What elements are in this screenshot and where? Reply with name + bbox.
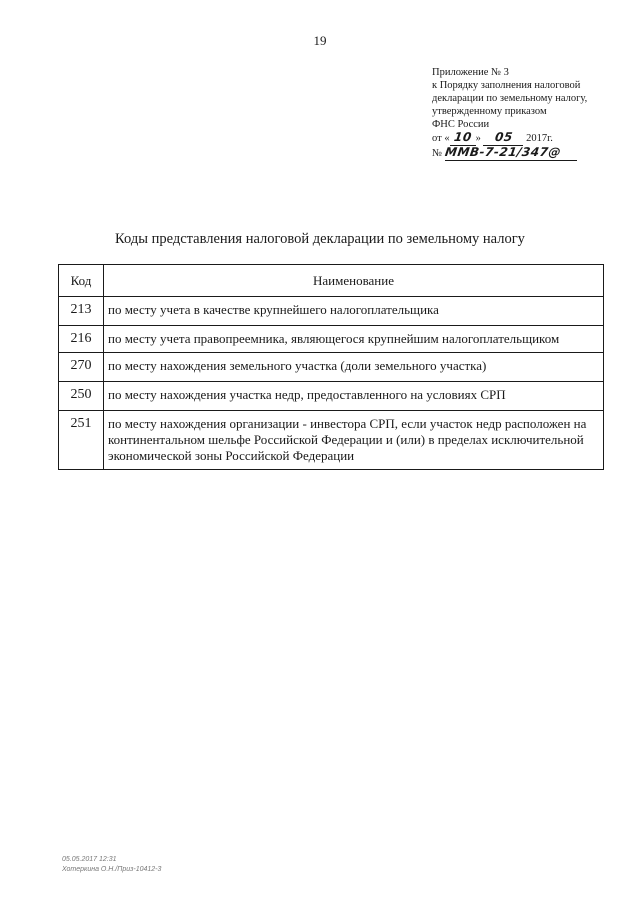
codes-table [58,264,604,470]
order-date-row [432,131,622,146]
row-name: по месту нахождения участка недр, предоставленного на условиях СРП [104,382,604,411]
appendix-line-4: утвержденному приказом [432,106,547,117]
header-name: Наименование [104,265,604,297]
appendix-block [432,66,622,161]
page-number: 19 [313,33,327,48]
footer-author: Хотеркина О.Н./Приз-10412-3 [62,866,162,873]
footer-timestamp: 05.05.2017 12:31 [62,856,117,863]
table-header-row [59,265,604,297]
row-code: 216 [59,326,104,353]
appendix-line-5: ФНС России [432,119,490,130]
row-name: по месту нахождения организации - инвестора СРП, если участок недр расположен на континентальном шельфе Российской Федерации и (или) в пределах исключительной экономической зоны Российской Федерации [104,411,604,470]
row-code: 270 [59,353,104,382]
date-year: 2017г. [526,133,553,144]
table-row [59,382,604,411]
table-row [59,297,604,326]
date-mid: » [475,133,481,144]
document-title: Коды представления налоговой декларации по земельному налогу [115,231,525,247]
date-day-handwritten: 10 [452,130,473,144]
number-prefix: № [432,148,443,159]
row-name: по месту учета в качестве крупнейшего налогоплательщика [104,297,604,326]
row-name: по месту нахождения земельного участка (доли земельного участка) [104,353,604,382]
order-number-handwritten: ММВ-7-21/347@ [443,145,562,159]
header-code: Код [59,265,104,297]
appendix-line-2: к Порядку заполнения налоговой [432,80,581,91]
table-row [59,411,604,470]
row-code: 250 [59,382,104,411]
row-code: 251 [59,411,104,470]
date-prefix: от « [432,133,450,144]
table-row [59,326,604,353]
date-month-handwritten: 05 [493,130,514,144]
footer-stamp [62,855,161,875]
order-number-row [432,146,622,161]
appendix-line-1: Приложение № 3 [432,67,509,78]
table-row [59,353,604,382]
row-name: по месту учета правопреемника, являющегося крупнейшим налогоплательщиком [104,326,604,353]
row-code: 213 [59,297,104,326]
appendix-line-3: декларации по земельному налогу, [432,93,588,104]
